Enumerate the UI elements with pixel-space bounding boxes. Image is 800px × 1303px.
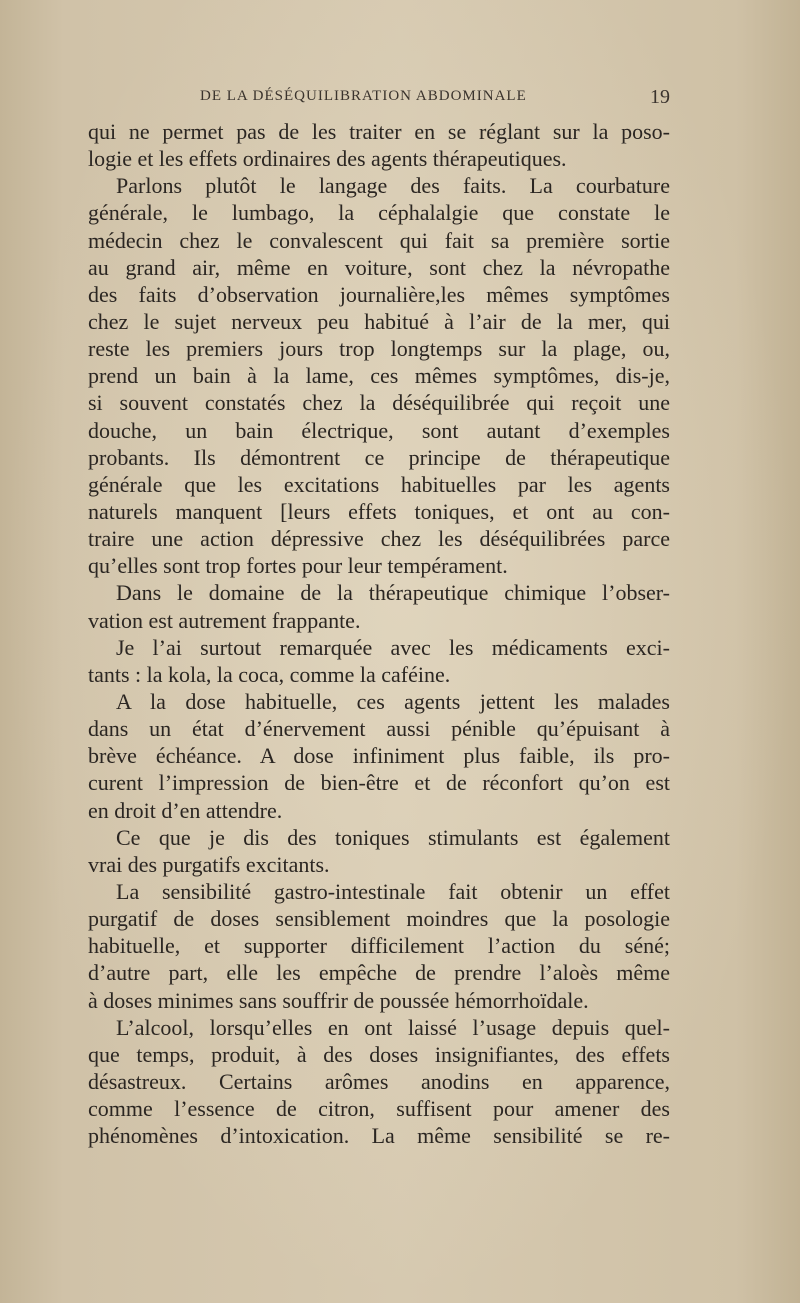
- text-line: désastreux. Certains arômes anodins en apparence,: [88, 1068, 670, 1094]
- text-line: probants. Ils démontrent ce principe de thérapeutique: [88, 444, 670, 470]
- text-line: naturels manquent [leurs effets toniques, et ont au con-: [88, 498, 670, 524]
- text-line: brève échéance. A dose infiniment plus faible, ils pro-: [88, 743, 670, 769]
- text-line: Ce que je dis des toniques stimulants est également: [116, 824, 670, 850]
- text-line: en droit d’en attendre.: [88, 797, 283, 823]
- running-title: DE LA DÉSÉQUILIBRATION ABDOMINALE: [200, 88, 527, 104]
- text-line: Parlons plutôt le langage des faits. La courbature: [116, 173, 670, 199]
- text-line: habituelle, et supporter difficilement l’action du séné;: [88, 933, 670, 959]
- text-line: reste les premiers jours trop longtemps sur la plage, ou,: [88, 336, 670, 362]
- text-line: traire une action dépressive chez les déséquilibrées parce: [88, 526, 670, 552]
- text-line: prend un bain à la lame, ces mêmes symptômes, dis-je,: [88, 363, 670, 389]
- text-line: curent l’impression de bien-être et de réconfort qu’on est: [88, 770, 670, 796]
- text-line: qui ne permet pas de les traiter en se réglant sur la poso-: [88, 119, 670, 144]
- text-line: phénomènes d’intoxication. La même sensibilité se re-: [88, 1123, 670, 1149]
- text-line: L’alcool, lorsqu’elles en ont laissé l’usage depuis quel-: [116, 1014, 670, 1040]
- text-line: qu’elles sont trop fortes pour leur tempérament.: [88, 553, 508, 579]
- text-line: tants : la kola, la coca, comme la caféine.: [88, 661, 451, 687]
- body-text: [88, 118, 670, 1149]
- text-line: Dans le domaine de la thérapeutique chimique l’obser-: [116, 580, 670, 606]
- text-line: A la dose habituelle, ces agents jettent les malades: [116, 688, 670, 714]
- text-line: que temps, produit, à des doses insignifiantes, des effets: [88, 1041, 670, 1067]
- text-line: Je l’ai surtout remarquée avec les médicaments exci-: [116, 634, 670, 660]
- text-line: médecin chez le convalescent qui fait sa première sortie: [88, 227, 670, 253]
- text-line: vrai des purgatifs excitants.: [88, 851, 330, 877]
- page-header: [200, 86, 670, 112]
- page-number: 19: [650, 86, 670, 108]
- text-line: à doses minimes sans souffrir de poussée hémorrhoïdale.: [88, 987, 589, 1013]
- text-line: logie et les effets ordinaires des agents thérapeutiques.: [88, 146, 567, 172]
- text-line: chez le sujet nerveux peu habitué à l’air de la mer, qui: [88, 308, 670, 334]
- text-line: dans un état d’énervement aussi pénible qu’épuisant à: [88, 716, 670, 742]
- text-line: comme l’essence de citron, suffisent pour amener des: [88, 1096, 670, 1122]
- text-line: générale que les excitations habituelles par les agents: [88, 471, 670, 497]
- text-line: vation est autrement frappante.: [88, 607, 361, 633]
- text-line: au grand air, même en voiture, sont chez la névropathe: [88, 254, 670, 280]
- text-line: purgatif de doses sensiblement moindres que la posologie: [88, 906, 670, 932]
- text-line: des faits d’observation journalière,les mêmes symptômes: [88, 281, 670, 307]
- text-line: générale, le lumbago, la céphalalgie que constate le: [88, 200, 670, 226]
- text-line: d’autre part, elle les empêche de prendre l’aloès même: [88, 960, 670, 986]
- text-line: La sensibilité gastro-intestinale fait obtenir un effet: [116, 878, 670, 904]
- text-line: douche, un bain électrique, sont autant d’exemples: [88, 417, 670, 443]
- text-line: si souvent constatés chez la déséquilibrée qui reçoit une: [88, 390, 670, 416]
